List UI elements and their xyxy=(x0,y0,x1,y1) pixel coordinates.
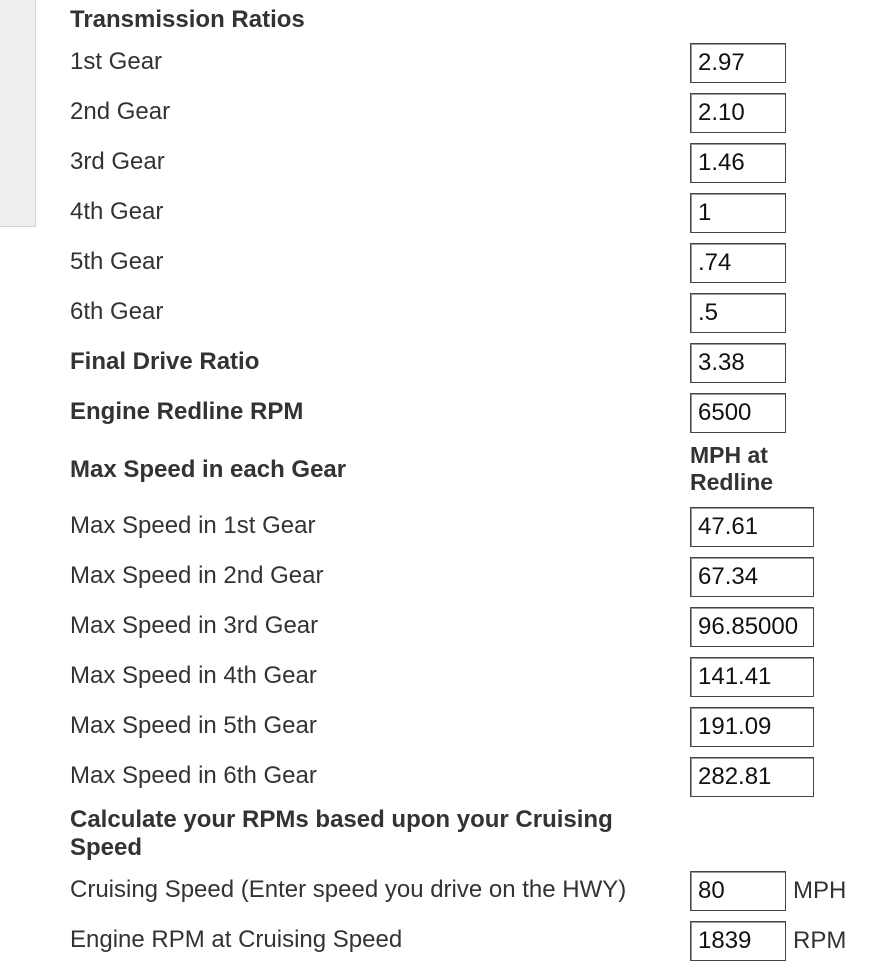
gear-2-label: 2nd Gear xyxy=(70,98,171,125)
max-speed-heading: Max Speed in each Gear xyxy=(70,456,347,483)
max-speed-1-label: Max Speed in 1st Gear xyxy=(70,512,316,539)
cruising-speed-label: Cruising Speed (Enter speed you drive on the HWY) xyxy=(70,876,627,903)
transmission-ratios-heading: Transmission Ratios xyxy=(70,6,305,33)
max-speed-5-output[interactable] xyxy=(690,707,814,747)
gear-5-label: 5th Gear xyxy=(70,248,164,275)
max-speed-6-label: Max Speed in 6th Gear xyxy=(70,762,317,789)
cruising-speed-unit: MPH xyxy=(793,877,847,904)
cruising-speed-input[interactable] xyxy=(690,871,786,911)
gear-4-ratio-input[interactable] xyxy=(690,193,786,233)
gear-1-label: 1st Gear xyxy=(70,48,163,75)
cruising-rpm-output[interactable] xyxy=(690,921,786,961)
max-speed-5-label: Max Speed in 5th Gear xyxy=(70,712,317,739)
max-speed-6-output[interactable] xyxy=(690,757,814,797)
max-speed-4-label: Max Speed in 4th Gear xyxy=(70,662,317,689)
max-speed-3-label: Max Speed in 3rd Gear xyxy=(70,612,319,639)
max-speed-4-output[interactable] xyxy=(690,657,814,697)
gear-2-ratio-input[interactable] xyxy=(690,93,786,133)
max-speed-3-output[interactable] xyxy=(690,607,814,647)
mph-column-header-line2: Redline xyxy=(690,469,774,495)
max-speed-2-output[interactable] xyxy=(690,557,814,597)
cruising-heading-line1: Calculate your RPMs based upon your Cruising xyxy=(70,806,613,833)
sidebar-panel xyxy=(0,0,36,227)
cruising-heading-line2: Speed xyxy=(70,834,143,861)
mph-column-header-line1: MPH at xyxy=(690,442,768,468)
max-speed-2-label: Max Speed in 2nd Gear xyxy=(70,562,324,589)
cruising-rpm-unit: RPM xyxy=(793,927,847,954)
gear-6-label: 6th Gear xyxy=(70,298,164,325)
redline-rpm-label: Engine Redline RPM xyxy=(70,398,304,425)
final-drive-input[interactable] xyxy=(690,343,786,383)
gear-6-ratio-input[interactable] xyxy=(690,293,786,333)
max-speed-1-output[interactable] xyxy=(690,507,814,547)
gear-3-label: 3rd Gear xyxy=(70,148,165,175)
cruising-heading xyxy=(70,806,613,862)
mph-column-header xyxy=(690,442,773,496)
gear-1-ratio-input[interactable] xyxy=(690,43,786,83)
gear-3-ratio-input[interactable] xyxy=(690,143,786,183)
gear-5-ratio-input[interactable] xyxy=(690,243,786,283)
gear-4-label: 4th Gear xyxy=(70,198,164,225)
cruising-rpm-label: Engine RPM at Cruising Speed xyxy=(70,926,403,953)
final-drive-label: Final Drive Ratio xyxy=(70,348,260,375)
redline-rpm-input[interactable] xyxy=(690,393,786,433)
